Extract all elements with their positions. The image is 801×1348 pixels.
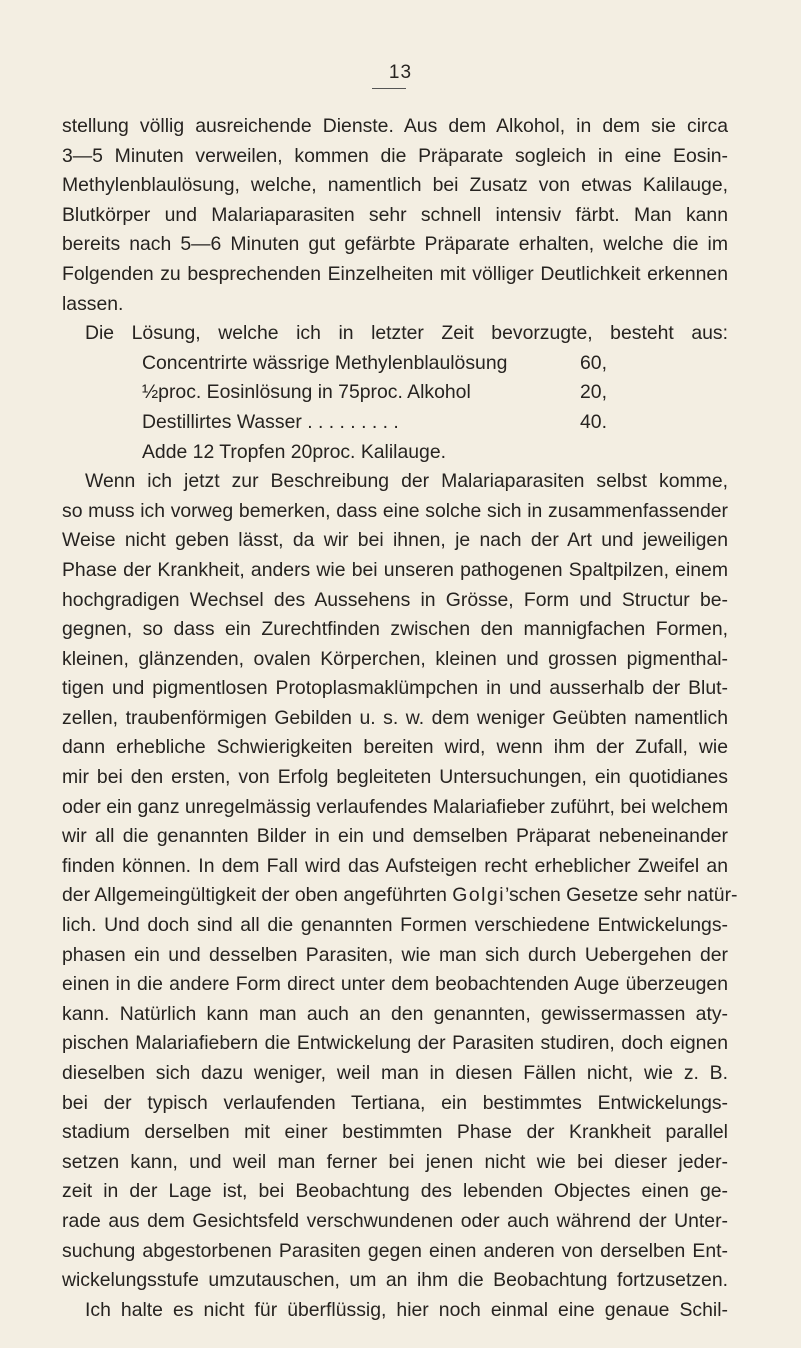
- text-line: einen in die andere Form direct unter dem beobachtenden Auge überzeugen: [62, 973, 728, 996]
- text-line: dieselben sich dazu weniger, weil man in diesen Fällen nicht, wie z. B.: [62, 1062, 728, 1084]
- text-line: rade aus dem Gesichtsfeld verschwundenen oder auch während der Unter-: [62, 1209, 728, 1232]
- text-line: Ich halte es nicht für überflüssig, hier noch einmal eine genaue Schil-: [85, 1298, 728, 1321]
- recipe-row: [62, 349, 728, 379]
- text-line: 3—5 Minuten verweilen, kommen die Präparate sogleich in eine Eosin-: [62, 144, 728, 167]
- text-line: oder ein ganz unregelmässig verlaufendes Malariafieber zuführt, bei welchem: [62, 795, 729, 818]
- text-line: so muss ich vorweg bemerken, dass eine solche sich in zusammenfassender: [62, 499, 728, 522]
- text-line: lich. Und doch sind all die genannten Formen verschiedene Entwickelungs-: [62, 914, 728, 937]
- page-body: [62, 112, 738, 1325]
- text-line: lassen.: [62, 292, 124, 315]
- text-line: hochgradigen Wechsel des Aussehens in Grösse, Form und Structur be-: [62, 588, 728, 611]
- text-line: wickelungsstufe umzutauschen, um an ihm die Beobachtung fortzusetzen.: [62, 1269, 728, 1292]
- recipe-label: Destillirtes Wasser . . . . . . . . .: [142, 410, 399, 433]
- recipe-row: [62, 378, 728, 408]
- text-line: Folgenden zu besprechenden Einzelheiten mit völliger Deutlichkeit erkennen: [62, 262, 728, 285]
- text-line: Weise nicht geben lässt, da wir bei ihnen, je nach der Art und jeweiligen: [62, 529, 728, 552]
- text-line: kann. Natürlich kann man auch an den genannten, gewissermassen aty-: [62, 1002, 728, 1025]
- recipe-label: Concentrirte wässrige Methylenblaulösung: [142, 351, 508, 374]
- text-line: suchung abgestorbenen Parasiten gegen einen anderen von derselben Ent-: [62, 1239, 728, 1262]
- text-line: bei der typisch verlaufenden Tertiana, ein bestimmtes Entwickelungs-: [62, 1091, 728, 1114]
- recipe-label: ½proc. Eosinlösung in 75proc. Alkohol: [142, 381, 471, 404]
- text-line: zeit in der Lage ist, bei Beobachtung des lebenden Objectes einen ge-: [62, 1180, 728, 1203]
- text-line: Phase der Krankheit, anders wie bei unseren pathogenen Spaltpilzen, einem: [62, 558, 728, 581]
- page-number: 13: [388, 62, 413, 83]
- text-line: stellung völlig ausreichende Dienste. Aus dem Alkohol, in dem sie circa: [62, 115, 728, 137]
- text-line: wir all die genannten Bilder in ein und demselben Präparat nebeneinander: [62, 825, 728, 848]
- golgi-name: Golgi: [452, 884, 506, 907]
- recipe-value: 20,: [580, 381, 607, 404]
- recipe-value: 60,: [580, 351, 607, 374]
- text-line: pischen Malariafiebern die Entwickelung der Parasiten studiren, doch eignen: [62, 1032, 728, 1055]
- text-line: zellen, traubenförmigen Gebilden u. s. w. dem weniger Geübten namentlich: [62, 706, 728, 729]
- golgi-before: der Allgemeingültigkeit der oben angeführten: [62, 884, 447, 907]
- text-line: setzen kann, und weil man ferner bei jenen nicht wie bei dieser jeder-: [62, 1150, 728, 1173]
- text-line: tigen und pigmentlosen Protoplasmaklümpchen in und ausserhalb der Blut-: [62, 677, 728, 700]
- text-line: phasen ein und desselben Parasiten, wie man sich durch Uebergehen der: [62, 943, 728, 966]
- text-line: gegnen, so dass ein Zurechtfinden zwischen den mannigfachen Formen,: [62, 618, 728, 641]
- text-line: stadium derselben mit einer bestimmten Phase der Krankheit parallel: [62, 1121, 728, 1144]
- text-line-golgi: [62, 881, 738, 911]
- text-line: finden können. In dem Fall wird das Aufsteigen recht erheblicher Zweifel an: [62, 854, 728, 877]
- text-line: Methylenblaulösung, welche, namentlich bei Zusatz von etwas Kalilauge,: [62, 174, 728, 197]
- text-line: dann erhebliche Schwierigkeiten bereiten wird, wenn ihm der Zufall, wie: [62, 736, 728, 759]
- text-line: Die Lösung, welche ich in letzter Zeit bevorzugte, besteht aus:: [85, 322, 728, 345]
- text-line: mir bei den ersten, von Erfolg begleiteten Untersuchungen, ein quotidianes: [62, 766, 728, 789]
- text-line: Blutkörper und Malariaparasiten sehr schnell intensiv färbt. Man kann: [62, 203, 728, 226]
- recipe-row: [62, 408, 728, 438]
- recipe-adde: Adde 12 Tropfen 20proc. Kalilauge.: [142, 440, 447, 463]
- text-line: bereits nach 5—6 Minuten gut gefärbte Präparate erhalten, welche die im: [62, 233, 728, 256]
- recipe-value: 40.: [580, 410, 607, 433]
- page-number-rule: [372, 88, 406, 89]
- golgi-after: ’schen Gesetze sehr natür-: [505, 884, 738, 907]
- text-line: kleinen, glänzenden, ovalen Körperchen, kleinen und grossen pigmenthal-: [62, 647, 728, 670]
- text-line: Wenn ich jetzt zur Beschreibung der Malariaparasiten selbst komme,: [85, 470, 728, 493]
